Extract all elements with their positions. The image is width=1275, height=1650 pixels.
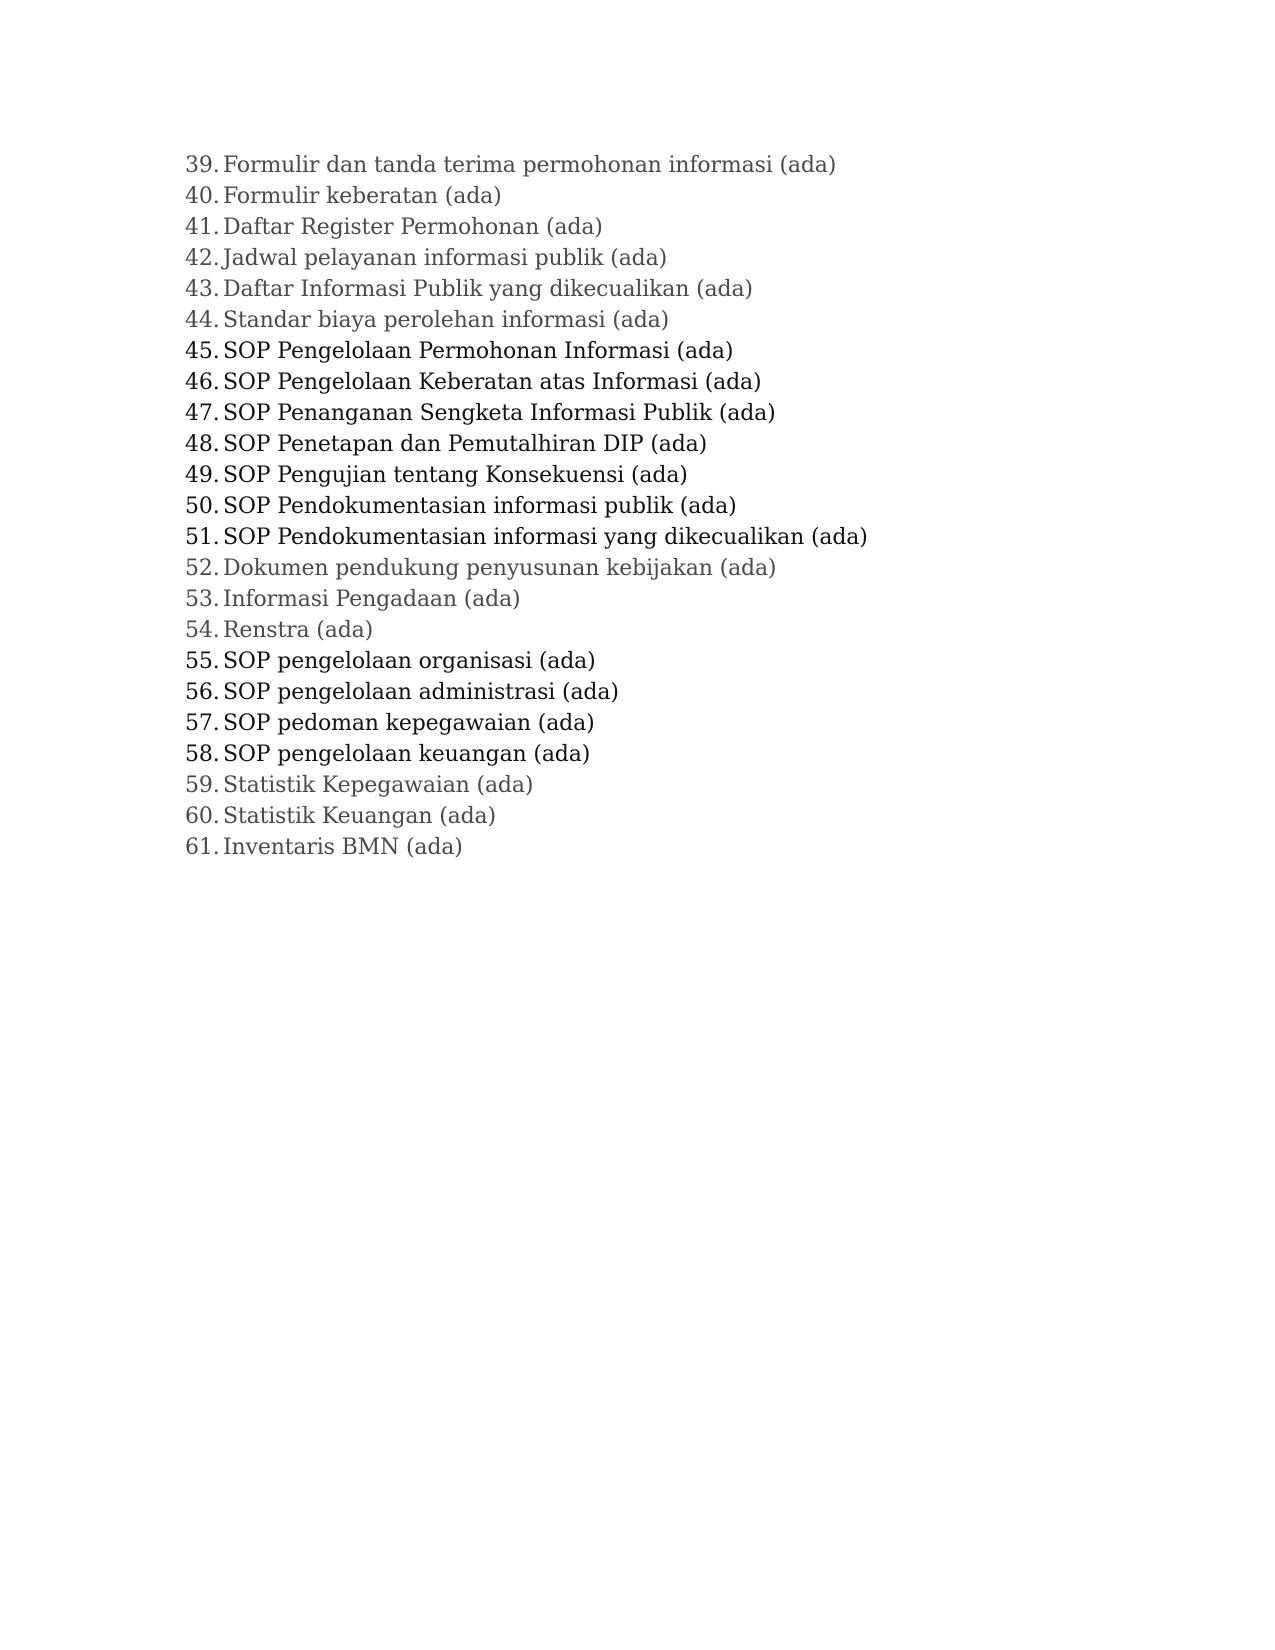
list-item-number: 48. bbox=[185, 432, 220, 457]
list-item bbox=[185, 460, 868, 491]
list-item-number: 40. bbox=[185, 184, 220, 209]
list-item bbox=[185, 646, 868, 677]
list-item-text: Formulir dan tanda terima permohonan informasi (ada) bbox=[223, 153, 837, 178]
list-item bbox=[185, 274, 868, 305]
list-item-text: Formulir keberatan (ada) bbox=[223, 184, 502, 209]
list-item-number: 53. bbox=[185, 587, 220, 612]
list-item bbox=[185, 429, 868, 460]
list-item-text: Informasi Pengadaan (ada) bbox=[223, 587, 521, 612]
list-item-number: 46. bbox=[185, 370, 220, 395]
list-item-number: 54. bbox=[185, 618, 220, 643]
list-item-text: SOP Penetapan dan Pemutalhiran DIP (ada) bbox=[223, 432, 708, 457]
list-item-text: Jadwal pelayanan informasi publik (ada) bbox=[223, 246, 668, 271]
list-item-number: 59. bbox=[185, 773, 220, 798]
list-item-text: Statistik Kepegawaian (ada) bbox=[223, 773, 534, 798]
list-item-number: 44. bbox=[185, 308, 220, 333]
list-item-number: 56. bbox=[185, 680, 220, 705]
list-item-number: 51. bbox=[185, 525, 220, 550]
list-item-text: Dokumen pendukung penyusunan kebijakan (ada) bbox=[223, 556, 777, 581]
list-item bbox=[185, 305, 868, 336]
list-item bbox=[185, 212, 868, 243]
list-item-number: 39. bbox=[185, 153, 220, 178]
list-item bbox=[185, 398, 868, 429]
list-item bbox=[185, 615, 868, 646]
list-item bbox=[185, 770, 868, 801]
list-item-number: 41. bbox=[185, 215, 220, 240]
list-item-text: SOP Pendokumentasian informasi publik (ada) bbox=[223, 494, 737, 519]
list-item bbox=[185, 336, 868, 367]
list-item bbox=[185, 491, 868, 522]
list-item bbox=[185, 584, 868, 615]
list-item bbox=[185, 801, 868, 832]
list-item bbox=[185, 243, 868, 274]
list-item-number: 43. bbox=[185, 277, 220, 302]
list-item-text: SOP pengelolaan keuangan (ada) bbox=[223, 742, 591, 767]
list-item-number: 47. bbox=[185, 401, 220, 426]
list-item-text: SOP Pengelolaan Keberatan atas Informasi (ada) bbox=[223, 370, 762, 395]
list-item-text: SOP Pengujian tentang Konsekuensi (ada) bbox=[223, 463, 688, 488]
list-item-number: 52. bbox=[185, 556, 220, 581]
list-item-text: SOP pengelolaan organisasi (ada) bbox=[223, 649, 596, 674]
list-item-text: Inventaris BMN (ada) bbox=[223, 835, 463, 860]
list-item-text: SOP Pengelolaan Permohonan Informasi (ada) bbox=[223, 339, 734, 364]
list-item bbox=[185, 708, 868, 739]
list-item-number: 60. bbox=[185, 804, 220, 829]
list-item bbox=[185, 181, 868, 212]
list-item-text: SOP Pendokumentasian informasi yang dikecualikan (ada) bbox=[223, 525, 868, 550]
list-item bbox=[185, 739, 868, 770]
list-item-number: 45. bbox=[185, 339, 220, 364]
list-item-number: 55. bbox=[185, 649, 220, 674]
list-item-number: 61. bbox=[185, 835, 220, 860]
list-item-text: SOP Penanganan Sengketa Informasi Publik (ada) bbox=[223, 401, 776, 426]
list-item-number: 58. bbox=[185, 742, 220, 767]
list-item bbox=[185, 522, 868, 553]
list-item-text: Daftar Informasi Publik yang dikecualikan (ada) bbox=[223, 277, 753, 302]
list-item-text: Renstra (ada) bbox=[223, 618, 374, 643]
list-item bbox=[185, 677, 868, 708]
list-item-text: Daftar Register Permohonan (ada) bbox=[223, 215, 603, 240]
list-item bbox=[185, 553, 868, 584]
list-item-number: 42. bbox=[185, 246, 220, 271]
list-item-number: 57. bbox=[185, 711, 220, 736]
list-item bbox=[185, 367, 868, 398]
list-item bbox=[185, 150, 868, 181]
list-item-text: SOP pengelolaan administrasi (ada) bbox=[223, 680, 619, 705]
document-list bbox=[185, 150, 868, 863]
list-item-number: 49. bbox=[185, 463, 220, 488]
list-item-number: 50. bbox=[185, 494, 220, 519]
list-item-text: Standar biaya perolehan informasi (ada) bbox=[223, 308, 670, 333]
list-item-text: SOP pedoman kepegawaian (ada) bbox=[223, 711, 595, 736]
list-item bbox=[185, 832, 868, 863]
list-item-text: Statistik Keuangan (ada) bbox=[223, 804, 496, 829]
